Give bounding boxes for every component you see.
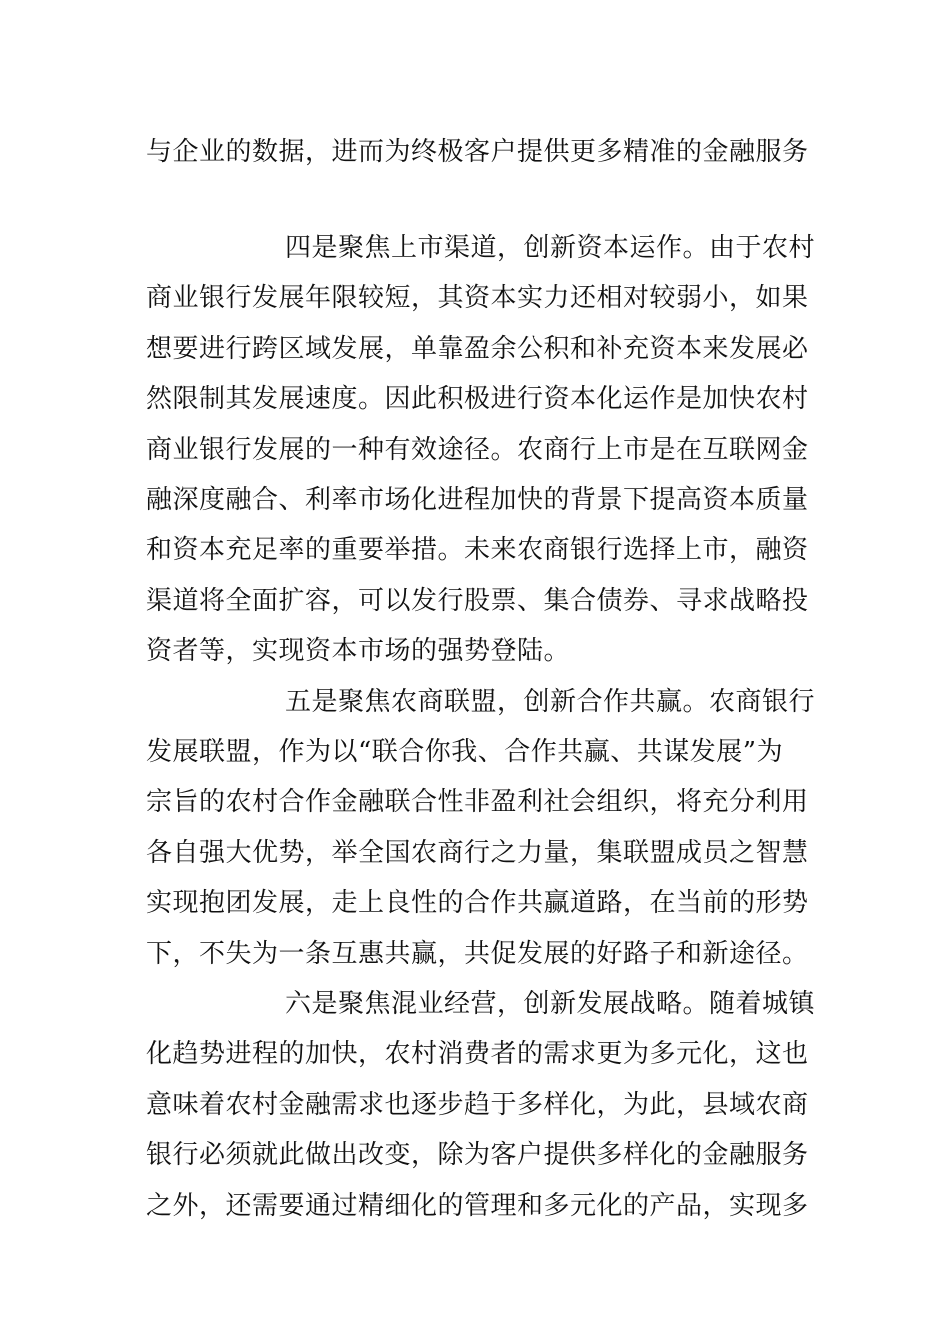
paragraph-6-line-1: 六是聚焦混业经营，创新发展战略。随着城镇 <box>285 989 816 1019</box>
paragraph-4-line-5: 商业银行发展的一种有效途径。农商行上市是在互联网金 <box>146 435 809 465</box>
paragraph-5-line-2: 发展联盟，作为以“联合你我、合作共赢、共谋发展”为 <box>146 737 784 767</box>
paragraph-6-line-4: 银行必须就此做出改变，除为客户提供多样化的金融服务 <box>146 1140 809 1170</box>
paragraph-5-line-6: 下，不失为一条互惠共赢，共促发展的好路子和新途径。 <box>146 939 809 969</box>
paragraph-4-line-9: 资者等，实现资本市场的强势登陆。 <box>146 636 571 666</box>
paragraph-fragment-line: 与企业的数据，进而为终极客户提供更多精准的金融服务 <box>146 137 809 167</box>
paragraph-4-line-8: 渠道将全面扩容，可以发行股票、集合债券、寻求战略投 <box>146 586 809 616</box>
paragraph-4-line-3: 想要进行跨区域发展，单靠盈余公积和补充资本来发展必 <box>146 334 809 364</box>
paragraph-5-line-3: 宗旨的农村合作金融联合性非盈利社会组织，将充分利用 <box>146 787 809 817</box>
paragraph-4-line-2: 商业银行发展年限较短，其资本实力还相对较弱小，如果 <box>146 283 809 313</box>
paragraph-4-line-6: 融深度融合、利率市场化进程加快的背景下提高资本质量 <box>146 485 809 515</box>
paragraph-5-line-5: 实现抱团发展，走上良性的合作共赢道路，在当前的形势 <box>146 888 809 918</box>
paragraph-5-line-1: 五是聚焦农商联盟，创新合作共赢。农商银行 <box>285 687 816 717</box>
paragraph-5-line-4: 各自强大优势，举全国农商行之力量，集联盟成员之智慧 <box>146 838 809 868</box>
paragraph-6-line-3: 意味着农村金融需求也逐步趋于多样化，为此，县域农商 <box>146 1090 809 1120</box>
paragraph-4-line-7: 和资本充足率的重要举措。未来农商银行选择上市，融资 <box>146 535 809 565</box>
paragraph-4-line-1: 四是聚焦上市渠道，创新资本运作。由于农村 <box>285 233 816 263</box>
paragraph-4-line-4: 然限制其发展速度。因此积极进行资本化运作是加快农村 <box>146 384 809 414</box>
paragraph-6-line-5: 之外，还需要通过精细化的管理和多元化的产品，实现多 <box>146 1191 809 1221</box>
paragraph-6-line-2: 化趋势进程的加快，农村消费者的需求更为多元化，这也 <box>146 1039 809 1069</box>
